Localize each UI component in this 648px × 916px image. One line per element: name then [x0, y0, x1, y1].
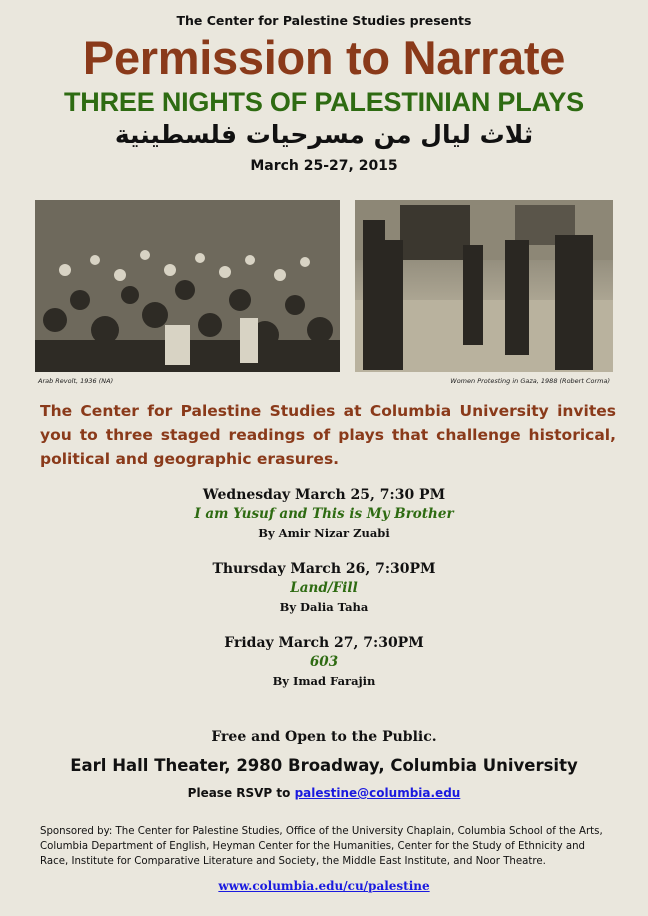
venue-address: Earl Hall Theater, 2980 Broadway, Columbia University [70, 756, 578, 775]
play-title: 603 [309, 654, 339, 670]
poster-subtitle: THREE NIGHTS OF PALESTINIAN PLAYS [64, 87, 584, 117]
event-datetime: Wednesday March 25, 7:30 PM [202, 487, 446, 503]
play-title: Land/Fill [290, 580, 358, 596]
playwright: By Imad Farajin [272, 674, 376, 688]
intro-paragraph: The Center for Palestine Studies at Columbia University invites you to three staged readings of plays that challenge historical, political and geographic erasures. [40, 402, 616, 468]
rsvp-prefix: Please RSVP to [187, 786, 295, 800]
arabic-title: ثلاث ليال من مسرحيات فلسطينية [114, 120, 534, 149]
free-admission: Free and Open to the Public. [211, 729, 437, 745]
rsvp-email-link[interactable]: palestine@columbia.edu [294, 786, 461, 800]
protest-photo [355, 200, 613, 372]
presenter-line: The Center for Palestine Studies presents [176, 13, 472, 28]
left-photo-caption: Arab Revolt, 1936 (NA) [38, 377, 114, 385]
event-item [0, 634, 648, 690]
playwright: By Amir Nizar Zuabi [258, 526, 390, 540]
crowd-photo [35, 200, 340, 372]
play-title: I am Yusuf and This is My Brother [194, 506, 454, 522]
rsvp-line [0, 786, 648, 800]
event-dates: March 25-27, 2015 [250, 158, 398, 174]
event-item [0, 486, 648, 542]
poster-title: Permission to Narrate [82, 31, 566, 84]
event-datetime: Friday March 27, 7:30PM [224, 635, 424, 651]
right-photo-caption: Women Protesting in Gaza, 1988 (Robert Corma) [450, 377, 610, 385]
sponsors-text: Sponsored by: The Center for Palestine Studies, Office of the University Chaplain, Columbia School of the Arts, Columbia Department of English, Heyman Center for the Humanities, Center for the Study of Ethnicity and Race, Institute for Comparative Literature and Society, the Middle East Institute, and Noor Theatre. [40, 826, 603, 867]
event-datetime: Thursday March 26, 7:30PM [212, 561, 436, 577]
website-link[interactable]: www.columbia.edu/cu/palestine [218, 879, 430, 893]
event-schedule [0, 486, 648, 708]
website-line [0, 879, 648, 893]
event-item [0, 560, 648, 616]
playwright: By Dalia Taha [279, 600, 369, 614]
